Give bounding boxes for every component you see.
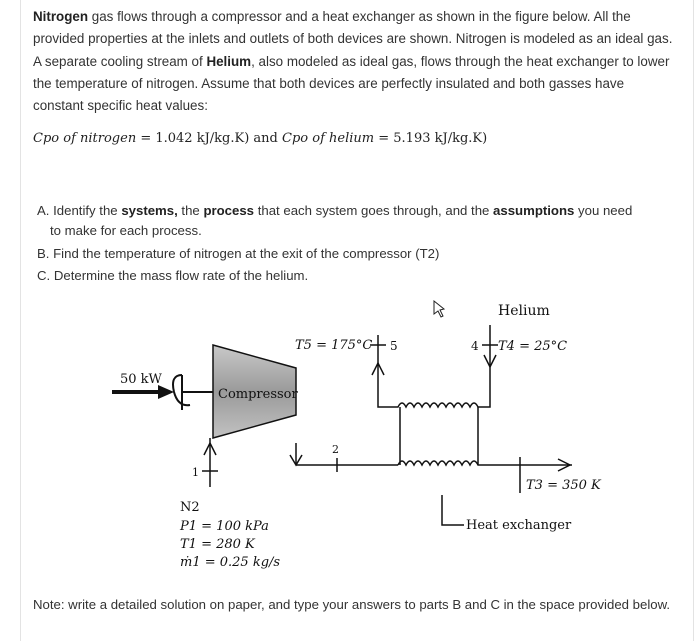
inlet-1-line (202, 438, 218, 487)
helium-cp-label: of helium (308, 131, 375, 146)
helium-word: Helium (206, 53, 252, 69)
state-4-label: 4 (471, 339, 479, 353)
heat-exchanger-label: Heat exchanger (466, 518, 572, 533)
helium-label: Helium (498, 303, 550, 319)
qa-text-5: to make for each process. (50, 223, 202, 238)
state-1-label: 1 (192, 466, 199, 479)
state-4-line (482, 325, 498, 393)
nitrogen-cp-value: = 1.042 kJ/kg.K) (136, 131, 250, 146)
shaft-icon (173, 375, 213, 410)
m1-label: ṁ1 = 0.25 kg/s (180, 555, 281, 570)
formula-join: and (249, 131, 283, 146)
helium-cp-symbol: Cpo (282, 131, 309, 146)
n2-label: N2 (180, 500, 200, 515)
problem-intro (33, 6, 678, 117)
power-label: 50 kW (120, 372, 162, 387)
qa-process: process (203, 203, 255, 218)
question-b: B. Find the temperature of nitrogen at the exit of the compressor (T2) (37, 246, 440, 261)
process-diagram (100, 295, 620, 595)
intro-text-1: gas flows through a compressor and a heat exchanger as shown in the figure below. All the provided properties at the inlets and outlets of both devices are shown. Nitrogen is modeled as an ideal gas. A separate cooling stream of (33, 9, 673, 69)
question-c: C. Determine the mass flow rate of the helium. (37, 268, 309, 283)
state-5-line (370, 335, 386, 385)
question-a (37, 201, 677, 241)
p1-label: P1 = 100 kPa (180, 519, 269, 534)
qa-systems: systems, (121, 203, 178, 218)
state-5-label: 5 (390, 339, 398, 353)
cursor-icon (434, 301, 444, 317)
hx-leader-line (442, 495, 464, 525)
t1-label: T1 = 280 K (180, 537, 255, 552)
note-text: Note: write a detailed solution on paper, and type your answers to parts B and C in the space provided below. (33, 597, 671, 612)
compressor-label: Compressor (218, 387, 298, 402)
t4-label: T4 = 25°C (498, 339, 568, 354)
nitrogen-word: Nitrogen (33, 9, 89, 24)
qa-text-1: A. Identify the (37, 203, 122, 218)
nitrogen-cp-symbol: Cpo (33, 131, 60, 146)
state-2-label: 2 (332, 443, 339, 456)
qa-text-3: that each system goes through, and the (254, 203, 494, 218)
helium-cp-value: = 5.193 kJ/kg.K) (374, 131, 488, 146)
state-2-line (290, 443, 398, 472)
power-input-arrow (112, 385, 174, 399)
heat-exchanger-body (378, 385, 520, 465)
qa-text-2: the (177, 203, 204, 218)
nitrogen-cp-label: of nitrogen (59, 131, 137, 146)
t5-label: T5 = 175°C (295, 338, 373, 353)
qa-text-4: you need (574, 203, 633, 218)
t3-label: T3 = 350 K (526, 478, 601, 493)
intro-text-2: , also modeled as ideal gas, flows through the heat exchanger to lower the temperature of nitrogen. Assume that both devices are perfectly insulated and both gasses have constant specific heat values: (33, 53, 670, 114)
qa-assumptions: assumptions (493, 203, 575, 218)
specific-heat-formula (33, 131, 673, 146)
